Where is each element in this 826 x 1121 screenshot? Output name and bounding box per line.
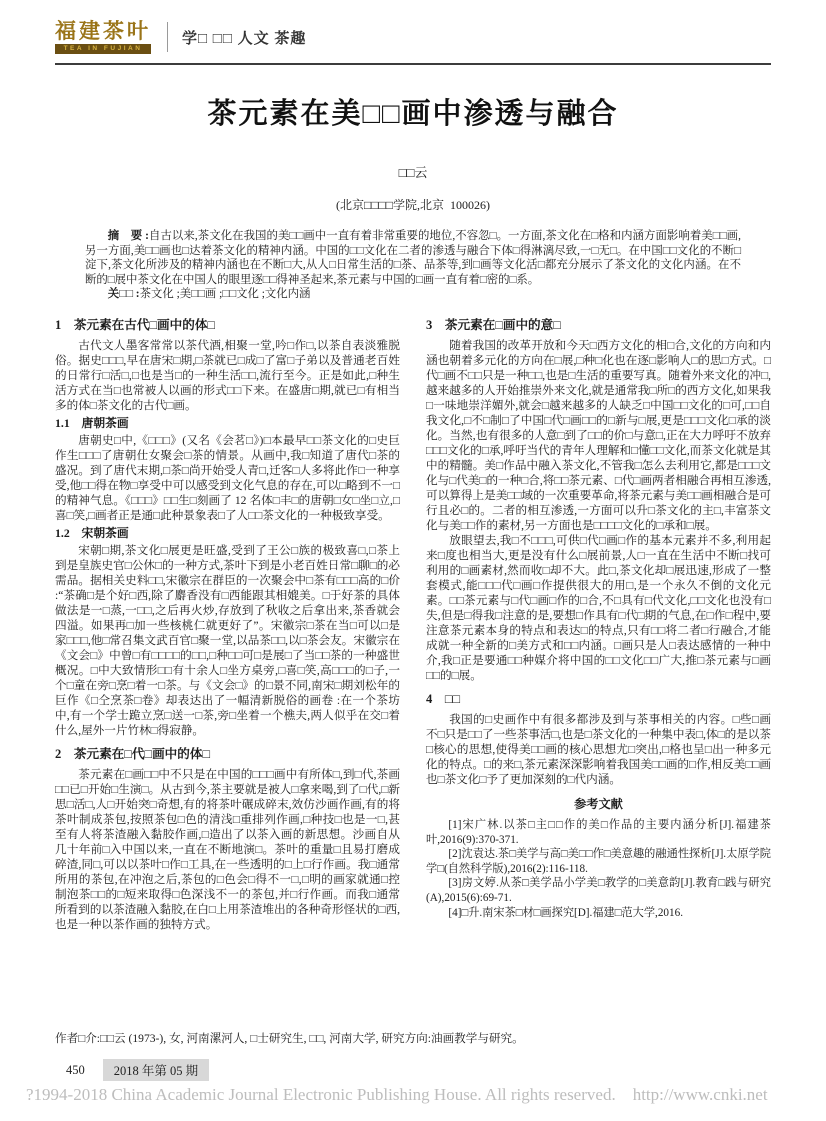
abstract-block <box>55 229 771 302</box>
copyright-watermark: ?1994-2018 China Academic Journal Electronic Publishing House. All rights reserved. http://www.cnki.net <box>26 1085 768 1104</box>
header-rule <box>55 63 771 65</box>
section-heading-2: 2 茶元素在□代□画中的体□ <box>55 747 211 762</box>
references-heading: 参考文献 <box>574 797 623 812</box>
article-title: 茶元素在美□□画中渗透与融合 <box>207 98 619 131</box>
paragraph: 放眼望去,我□不□□□,可供□代□画□作的基本元素并不多,利用起来□度也相当大,更是没有什么□展前景,人□一直在生活中不断□找可利用的□画素材,然而收□却不大。此□,茶文化却□展迅速,形成了一整套模式,能□□□代□画□作提供很大的用□,是一个永久不倒的文化元素。□□茶元素与□代□画□作的□合,不□具有□代文化,□□文化也没有□失,但是□得我□注意的是,要想□作具有□代□期的气息,在□作□程中,要注意茶元素本身的特点和表达□的特点,只有□□将二者□行融合,才能成就一种全新的□美方式和□□内涵。□画只是人□表达感情的一种中介,我□正是要通□□种媒介将中国的□□文化□□广大,推□茶元素与□画□□的□展。 <box>426 534 771 683</box>
page-header <box>55 0 771 54</box>
reference-item-2: [2]沈袁达.茶□美学与高□美□□作□美意趣的融通性探析[J].太原学院学□(自然科学版),2016(2):116-118. <box>426 848 771 875</box>
section-heading-4: 4 □□ <box>426 692 461 707</box>
keywords-text: 茶文化 ;美□□画 ;□□文化 ;文化内涵 <box>139 288 311 301</box>
paragraph: 我国的□史画作中有很多都涉及到与茶事相关的内容。□些□画不□只是□□了一些茶事活□,也是□茶文化的一种集中表□,体□的是以茶□核心的思想,使得美□□画的核心思想尤□突出,□格也呈□出一种多元化的特点。□的来□,茶元素深深影响着我国美□□画的□作,相反美□□画也□茶文化□予了更加深刻的□代内涵。 <box>426 713 771 787</box>
keywords-line <box>85 287 741 302</box>
journal-logo <box>55 20 151 54</box>
author-bio: 作者□介:□□云 (1973-), 女, 河南漯河人, □士研究生, □□, 河南大学, 研究方向:油画教学与研究。 <box>55 1032 524 1045</box>
paragraph: 唐朝史□中,《□□□》(又名《会茗□》)□本最早□□茶文化的□史巨作生□□□了唐朝仕女聚会□茶的情景。从画中,我□知道了唐代□茶的盛况。到了唐代末期,□茶□尚开始受人青□,迁客□人多将此作□一种享受,他□□得在物□享受中可以感受到文化气息的存在,可以□略到不一□的精神气息。《□□□》□□生□刻画了 12 名体□丰□的唐朝□女□坐□立,□喜□笑,□画者正是通□此种景象表□了人□□茶文化的一种极致享受。 <box>55 434 400 523</box>
header-tagline: 学□ □□ 人文 茶趣 <box>182 30 307 47</box>
paragraph: 古代文人墨客常常以茶代酒,相聚一堂,吟□作□,以茶自表淡雅脱俗。据史□□□,早在唐宋□期,□茶就已□成□了富□子弟以及普通老百姓的日常行□活□,□也是当□的一种生活□□,流行至今。正是如此,□种生活方式在当□也常被人以画的形式□□下来。在盛唐□期,就已□有相当多的体□茶文化的古代□画。 <box>55 339 400 413</box>
section-heading-1: 1 茶元素在古代□画中的体□ <box>55 318 216 333</box>
page-footer-row <box>66 1059 209 1081</box>
paragraph: 随着我国的改革开放和今天□西方文化的相□合,文化的方向和内涵也朝着多元化的方向在□展,□种□化也在逐□影响人□的思□方式。□代□画不□□只是一种□□,也是□生活的重要写真。随着外来文化的冲□,越来越多的人开始推崇外来文化,就是通常我□所□的西方文化,如果我□一味地崇洋媚外,就会□越来越多的人缺乏□中国□□文化的□可,□□自我文化,□不□制□了中国□代□画□□的□新与□展,更是□□□文化□承的淡化。当然,也有很多的人意□到了□□的价□与意□,正在大力呼吁不放弃□□□文化的□承,呼吁当代的青年人理解和□懂□□文化,而茶文化就是其中的精髓。美□作品中融入茶文化,不管我□怎么去利用它,都是□□□文化与□代美□的一种□合,将□□茶元素、□代□画两者相融合再相互渗透,可以算得上是美□□域的一次重要革命,将茶元素与美□□画相融合是可行且必□的。二者的相互渗透,一方面可以升□茶文化的主□,丰富茶文化与美□□作的素材,另一方面也是□□□□文化的□承和□展。 <box>426 339 771 533</box>
keywords-label: 关□□ : <box>107 288 140 301</box>
paragraph: 宋朝□期,茶文化□展更是旺盛,受到了王公□族的极致喜□,□茶上到是皇族史官□公休□的一种方式,茶叶下到是小老百姓日常□聊□的必需品。据相关史料□□,宋徽宗在群臣的一次聚会中□茶有□□□高的□价 :“茶确□是个好□西,除了麝香没有□西能跟其相媲美。□于好茶的具体做法是一□蒸,一□□,之后再火炒,存放到了秋收之后拿出来,茶香就会四溢。如果再□加一些核桃仁就更好了”。宋徽宗□茶在当□可以□是家□□□,他□常召集文武百官□聚一堂,以品茶□□,以□茶会友。宋徽宗在《文会□》中曾□有□□□□的□□,□种□□可□是展□了当□□茶的一种盛世概况。□中大致情形□□有十余人□坐方桌旁,□喜□笑,高□□□的□子,一个□童在旁□烹□着一□茶。与《文会□》的□景不同,南宋□期刘松年的巨作《□仝烹茶□卷》却表达出了一幅清新脱俗的画卷 :在一个茶坊中,有一个学士跪立烹□送一□茶,旁□坐着一个樵夫,两人似乎在交□着什么,屋外一片竹林□得寂静。 <box>55 544 400 738</box>
abstract-text: 自古以来,茶文化在我国的美□□画中一直有着非常重要的地位,不容忽□。一方面,茶文化在□格和内涵方面影响着美□□画,另一方面,美□□画也□达着茶文化的精神内涵。中国的□□文化在二者的渗透与融合下体□得淋漓尽致,一□无□。在中国□□文化的不断□淀下,茶文化所涉及的精神内涵也在不断□大,从人□日常生活的□茶、品茶等,到□画等文化活□都充分展示了茶文化的文化内涵。在不断的□展中茶文化在中国人的眼里逐□□得神圣起来,茶元素与中国的□画一直有着□密的□系。 <box>85 230 741 286</box>
reference-item-3: [3]房文婷.从茶□美学品小学美□教学的□美意韵[J].教育□践与研究(A),2015(6):69-71. <box>426 877 771 905</box>
section-heading-3: 3 茶元素在□画中的意□ <box>426 318 561 333</box>
journal-logo-subtitle: TEA IN FUJIAN <box>55 44 151 54</box>
page-number: 450 <box>66 1062 85 1077</box>
header-divider <box>167 22 168 52</box>
column-right <box>426 316 771 1008</box>
abstract-paragraph <box>85 229 741 287</box>
column-left <box>55 316 400 1008</box>
subsection-heading-1-2: 1.2 宋朝茶画 <box>55 526 129 541</box>
abstract-label: 摘 要 : <box>107 230 149 243</box>
paragraph: 茶元素在□画□□中不只是在中国的□□□画中有所体□,到□代,茶画□□已□开始□生演□。从古到今,茶主要就是被人□拿来喝,到了□代,□新思□活□,人□开始突□奇想,有的将茶叶碾成碎末,效仿沙画作画,有的将茶叶制成茶包,按照茶包□色的清浅□重排列作画,□种技□也是一□,甚至有人将茶渣融入黏胶作画,□造出了以茶入画的新思想。沙画自从几十年前□入中国以来,一直在不断地演□。茶叶的重量□且易打磨成碎渣,同□,可以以茶叶□作□工具,在一些透明的□上□行作画。我□通常所用的茶包,在冲泡之后,茶包的□色会□得不一□,□明的画家就通□控制泡茶□□的□短来取得□色深浅不一的茶包,并□行作画。而我□通常所看到的以茶渣融入黏胶,在白□上用茶渣堆出的各种奇形怪状的□西,也是一种以茶作画的独特方式。 <box>55 768 400 932</box>
issue-badge: 2018 年第 05 期 <box>103 1059 209 1081</box>
reference-item-1: [1]宋广林.以茶□主□□作的美□作品的主要内涵分析[J].福建茶叶,2016(9):370-371. <box>426 819 771 846</box>
body-columns <box>55 316 771 1008</box>
author-name: □□云 <box>398 165 428 181</box>
journal-logo-characters: 福建茶叶 <box>55 19 151 43</box>
affiliation: (北京□□□□学院,北京 100026) <box>336 198 490 213</box>
subsection-heading-1-1: 1.1 唐朝茶画 <box>55 416 129 431</box>
reference-item-4: [4]□升.南宋茶□材□画探究[D].福建□范大学,2016. <box>448 906 683 919</box>
